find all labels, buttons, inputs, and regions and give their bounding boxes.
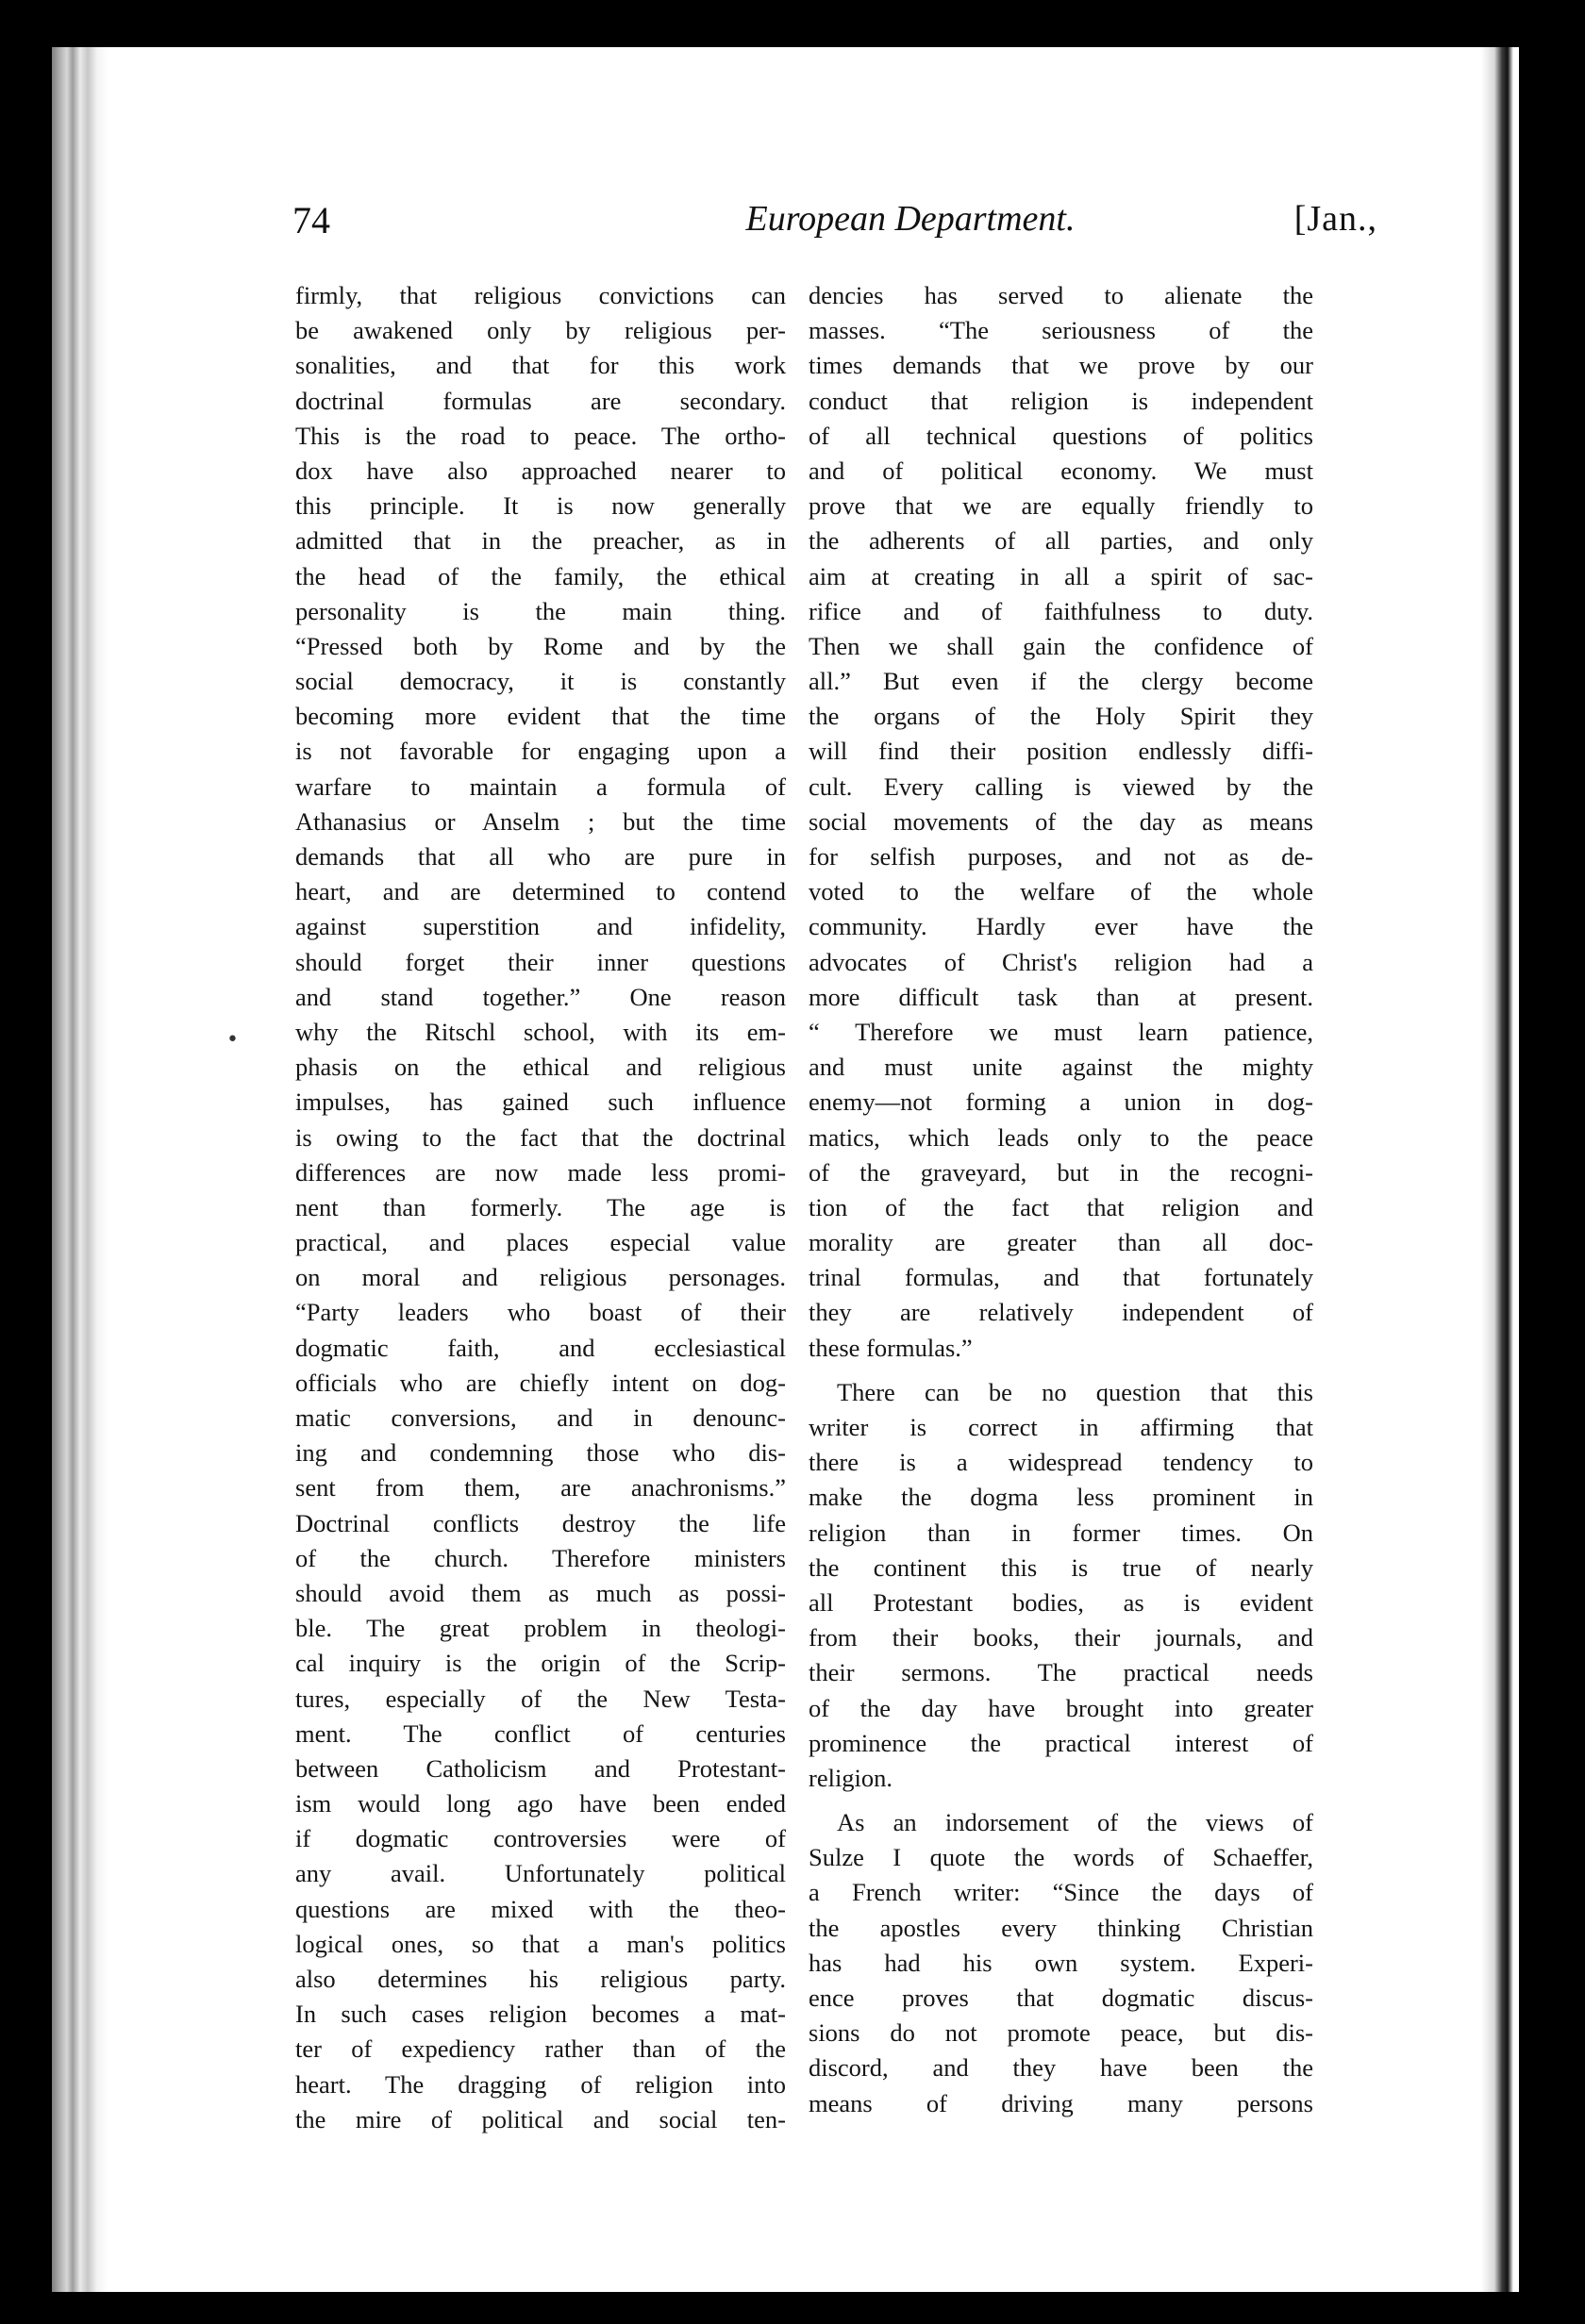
page-number: 74 [292, 199, 330, 241]
text-line: sonalities, and that for this work [295, 351, 786, 380]
text-line: and must unite against the mighty [809, 1053, 1313, 1082]
running-header [292, 198, 1377, 264]
text-line: questions are mixed with the theo- [295, 1894, 786, 1923]
text-line: In such cases religion becomes a mat- [295, 2000, 786, 2029]
text-line: warfare to maintain a formula of [295, 772, 786, 801]
text-line: sent from them, are anachronisms.” [295, 1473, 786, 1502]
text-line: logical ones, so that a man's politics [295, 1929, 786, 1958]
text-line: religion than in former times. On [809, 1518, 1313, 1547]
text-line: be awakened only by religious per- [295, 316, 786, 345]
text-line: cal inquiry is the origin of the Scrip- [295, 1649, 786, 1678]
right-text-column [809, 278, 1313, 2287]
text-line: impulses, has gained such influence [295, 1087, 786, 1117]
text-line: masses. “The seriousness of the [809, 316, 1313, 345]
text-line: Sulze I quote the words of Schaeffer, [809, 1843, 1313, 1872]
page-edge-shadow [1481, 47, 1519, 2292]
text-line: As an indorsement of the views of [837, 1808, 1313, 1837]
text-line: of the day have brought into greater [809, 1693, 1313, 1722]
text-line: the organs of the Holy Spirit they [809, 702, 1313, 731]
text-line: tures, especially of the New Testa- [295, 1684, 786, 1713]
text-line: conduct that religion is independent [809, 386, 1313, 415]
text-line: advocates of Christ's religion had a [809, 947, 1313, 976]
text-line: these formulas.” [809, 1333, 973, 1362]
text-line: prominence the practical interest of [809, 1728, 1313, 1757]
text-line: dogmatic faith, and ecclesiastical [295, 1333, 786, 1362]
text-line: “Pressed both by Rome and by the [295, 631, 786, 660]
text-line: enemy—not forming a union in dog- [809, 1087, 1313, 1117]
text-line: sions do not promote peace, but dis- [809, 2018, 1313, 2048]
text-line: ble. The great problem in theologi- [295, 1614, 786, 1643]
text-line: of the graveyard, but in the recogni- [809, 1157, 1313, 1187]
text-line: voted to the welfare of the whole [809, 877, 1313, 906]
text-line: demands that all who are pure in [295, 842, 786, 871]
text-line: “Party leaders who boast of their [295, 1298, 786, 1327]
text-line: the continent this is true of nearly [809, 1552, 1313, 1582]
text-line: trinal formulas, and that fortunately [809, 1263, 1313, 1292]
text-line: nent than formerly. The age is [295, 1192, 786, 1221]
text-line: if dogmatic controversies were of [295, 1824, 786, 1853]
text-line: of all technical questions of politics [809, 421, 1313, 450]
text-line: on moral and religious personages. [295, 1263, 786, 1292]
text-line: social democracy, it is constantly [295, 667, 786, 696]
text-line: from their books, their journals, and [809, 1623, 1313, 1652]
text-line: this principle. It is now generally [295, 491, 786, 521]
text-line: the mire of political and social ten- [295, 2104, 786, 2133]
text-line: practical, and places especial value [295, 1228, 786, 1257]
left-text-column [295, 278, 786, 2287]
paragraph-gap [809, 1366, 1313, 1375]
text-line: This is the road to peace. The ortho- [295, 421, 786, 450]
text-line: admitted that in the preacher, as in [295, 526, 786, 556]
text-line: for selfish purposes, and not as de- [809, 842, 1313, 871]
text-line: and stand together.” One reason [295, 982, 786, 1011]
text-line: the apostles every thinking Christian [809, 1913, 1313, 1942]
text-line: dencies has served to alienate the [809, 281, 1313, 309]
text-line: of the church. Therefore ministers [295, 1543, 786, 1572]
page-gutter-shadow [52, 47, 108, 2292]
text-line: ing and condemning those who dis- [295, 1438, 786, 1468]
book-page [52, 47, 1519, 2292]
text-line: all Protestant bodies, as is evident [809, 1587, 1313, 1617]
text-line: Athanasius or Anselm ; but the time [295, 806, 786, 836]
text-line: morality are greater than all doc- [809, 1228, 1313, 1257]
text-line: the adherents of all parties, and only [809, 526, 1313, 556]
text-line: times demands that we prove by our [809, 351, 1313, 380]
text-line: why the Ritschl school, with its em- [295, 1017, 786, 1046]
text-line: social movements of the day as means [809, 806, 1313, 836]
text-line: more difficult task than at present. [809, 982, 1313, 1011]
text-line: against superstition and infidelity, [295, 912, 786, 941]
text-line: rifice and of faithfulness to duty. [809, 596, 1313, 625]
text-line: community. Hardly ever have the [809, 912, 1313, 941]
text-line: religion. [809, 1763, 893, 1792]
section-title: European Department. [745, 199, 1076, 239]
text-line: personality is the main thing. [295, 596, 786, 625]
margin-mark: • [226, 1028, 239, 1052]
text-line: tion of the fact that religion and [809, 1192, 1313, 1221]
text-line: should avoid them as much as possi- [295, 1578, 786, 1607]
text-line: differences are now made less promi- [295, 1157, 786, 1187]
text-line: heart, and are determined to contend [295, 877, 786, 906]
text-line: the head of the family, the ethical [295, 561, 786, 590]
text-line: cult. Every calling is viewed by the [809, 772, 1313, 801]
text-line: prove that we are equally friendly to [809, 491, 1313, 521]
text-line: ism would long ago have been ended [295, 1789, 786, 1818]
text-line: matics, which leads only to the peace [809, 1122, 1313, 1152]
issue-mark: [Jan., [1293, 199, 1377, 239]
text-line: ence proves that dogmatic discus- [809, 1984, 1313, 2012]
text-line: doctrinal formulas are secondary. [295, 386, 786, 415]
text-line: and of political economy. We must [809, 456, 1313, 485]
text-line: has had his own system. Experi- [809, 1948, 1313, 1977]
text-line: writer is correct in affirming that [809, 1413, 1313, 1441]
text-line: they are relatively independent of [809, 1298, 1313, 1327]
text-line: a French writer: “Since the days of [809, 1878, 1313, 1907]
paragraph-gap [809, 1796, 1313, 1805]
text-line: There can be no question that this [837, 1377, 1313, 1406]
text-line: is not favorable for engaging upon a [295, 737, 786, 766]
text-line: phasis on the ethical and religious [295, 1053, 786, 1082]
text-line: there is a widespread tendency to [809, 1448, 1313, 1477]
text-line: heart. The dragging of religion into [295, 2069, 786, 2099]
text-line: between Catholicism and Protestant- [295, 1753, 786, 1783]
text-line: also determines his religious party. [295, 1965, 786, 1993]
text-line: ment. The conflict of centuries [295, 1718, 786, 1748]
text-line: Doctrinal conflicts destroy the life [295, 1508, 786, 1537]
text-line: “ Therefore we must learn patience, [809, 1017, 1313, 1046]
text-line: is owing to the fact that the doctrinal [295, 1122, 786, 1152]
text-line: any avail. Unfortunately political [295, 1859, 786, 1888]
text-line: Then we shall gain the confidence of [809, 631, 1313, 660]
text-line: should forget their inner questions [295, 947, 786, 976]
text-line: will find their position endlessly diffi- [809, 737, 1313, 766]
text-line: matic conversions, and in denounc- [295, 1403, 786, 1432]
text-line: aim at creating in all a spirit of sac- [809, 561, 1313, 590]
text-line: firmly, that religious convictions can [295, 281, 786, 309]
text-line: means of driving many persons [809, 2088, 1313, 2117]
text-line: all.” But even if the clergy become [809, 667, 1313, 696]
text-line: make the dogma less prominent in [809, 1483, 1313, 1512]
text-line: dox have also approached nearer to [295, 456, 786, 485]
text-line: ter of expediency rather than of the [295, 2034, 786, 2064]
text-line: their sermons. The practical needs [809, 1658, 1313, 1687]
text-line: becoming more evident that the time [295, 702, 786, 731]
text-line: discord, and they have been the [809, 2053, 1313, 2083]
text-line: officials who are chiefly intent on dog- [295, 1368, 786, 1397]
